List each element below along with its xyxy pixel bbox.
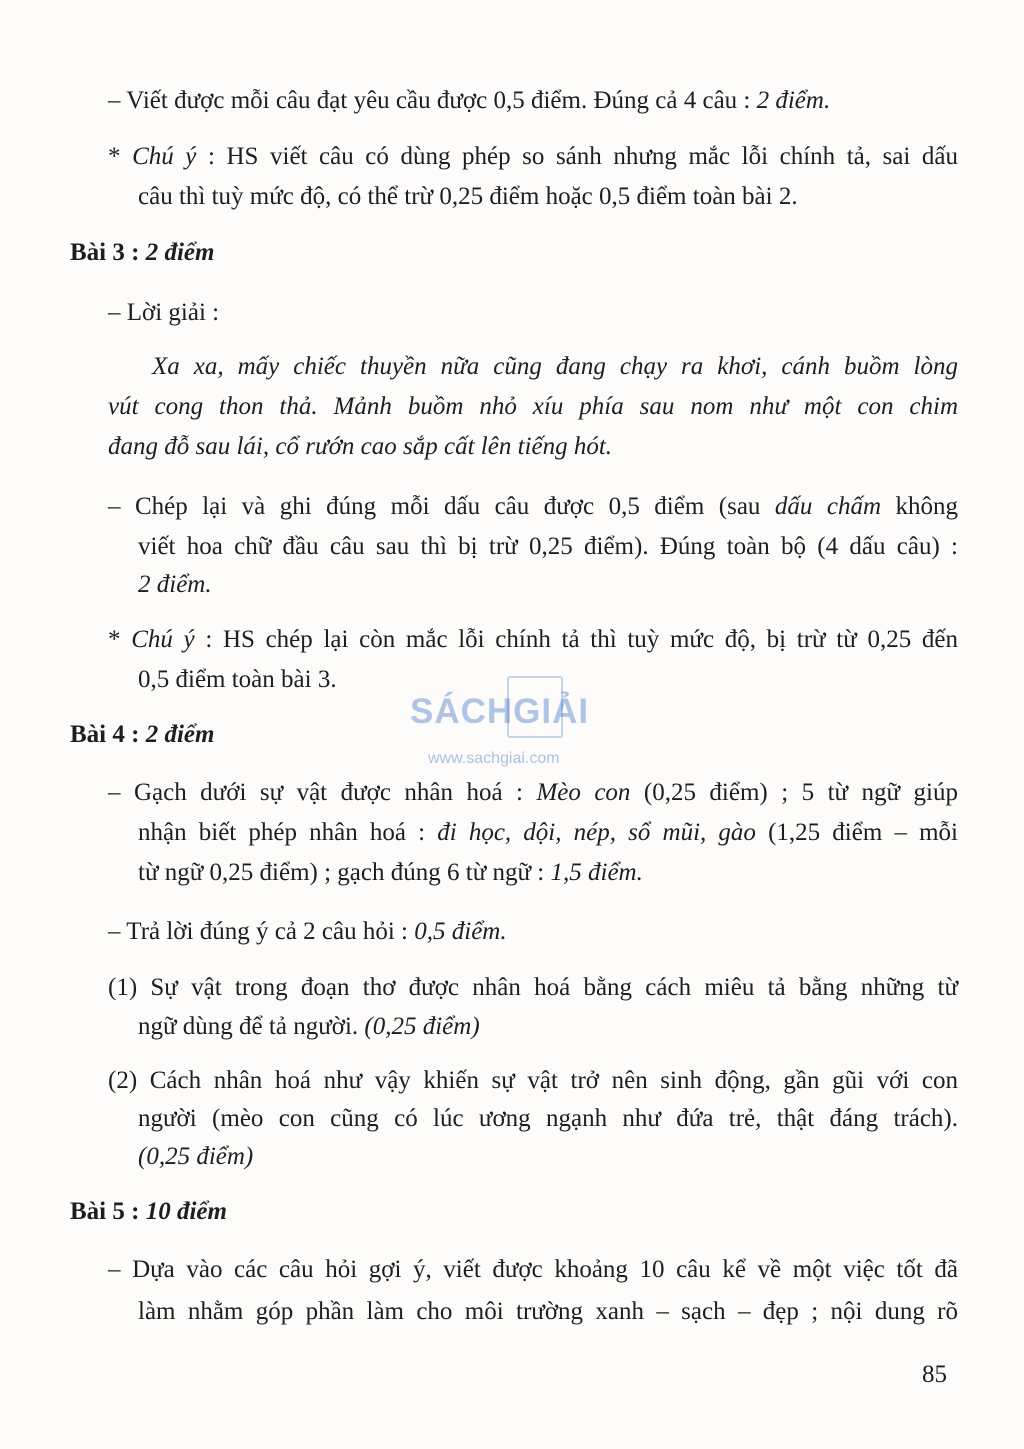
text-line: – Viết được mỗi câu đạt yêu cầu được 0,5 điểm. Đúng cả 4 câu : 2 điểm. — [108, 87, 831, 114]
watermark-logo: SÁCHGIẢI www.sachgiai.com — [410, 674, 620, 774]
text-line: 2 điểm. — [138, 571, 212, 598]
text-line: nhận biết phép nhân hoá : đi học, dội, nép, sổ mũi, gào (1,25 điểm – mỗi — [138, 819, 958, 846]
answer-line: (2) Cách nhân hoá như vậy khiến sự vật trở nên sinh động, gần gũi với con — [108, 1067, 958, 1094]
text-line: làm nhằm góp phần làm cho môi trường xanh – sạch – đẹp ; nội dung rõ — [138, 1298, 958, 1325]
passage-line: Xa xa, mấy chiếc thuyền nữa cũng đang chạy ra khơi, cánh buồm lòng — [152, 353, 958, 380]
passage-line: vút cong thon thả. Mảnh buồm nhỏ xíu phía sau nom như một con chim — [108, 393, 958, 420]
answer-line: ngữ dùng để tả người. (0,25 điểm) — [138, 1013, 480, 1040]
section-heading-bai-3: Bài 3 : 2 điểm — [70, 239, 215, 266]
text-line: – Chép lại và ghi đúng mỗi dấu câu được 0,5 điểm (sau dấu chấm không — [108, 493, 958, 520]
note-line: câu thì tuỳ mức độ, có thể trừ 0,25 điểm hoặc 0,5 điểm toàn bài 2. — [138, 183, 798, 210]
text-line: – Trả lời đúng ý cả 2 câu hỏi : 0,5 điểm. — [108, 918, 507, 945]
section-heading-bai-4: Bài 4 : 2 điểm — [70, 721, 215, 748]
page-number: 85 — [922, 1361, 947, 1388]
passage-line: đang đỗ sau lái, cổ rướn cao sắp cất lên tiếng hót. — [108, 433, 613, 460]
section-heading-bai-5: Bài 5 : 10 điểm — [70, 1198, 227, 1225]
answer-line: người (mèo con cũng có lúc ương ngạnh như đứa trẻ, thật đáng trách). — [138, 1105, 958, 1132]
note-line: 0,5 điểm toàn bài 3. — [138, 666, 337, 693]
text-line: từ ngữ 0,25 điểm) ; gạch đúng 6 từ ngữ : 1,5 điểm. — [138, 859, 643, 886]
note-line: * Chú ý : HS chép lại còn mắc lỗi chính tả thì tuỳ mức độ, bị trừ từ 0,25 đến — [108, 626, 958, 653]
text-line: – Gạch dưới sự vật được nhân hoá : Mèo con (0,25 điểm) ; 5 từ ngữ giúp — [108, 779, 958, 806]
note-line: * Chú ý : HS viết câu có dùng phép so sánh nhưng mắc lỗi chính tả, sai dấu — [108, 143, 958, 170]
answer-line: (1) Sự vật trong đoạn thơ được nhân hoá bằng cách miêu tả bằng những từ — [108, 974, 958, 1001]
text-line: – Lời giải : — [108, 299, 220, 326]
text-line: viết hoa chữ đầu câu sau thì bị trừ 0,25 điểm). Đúng toàn bộ (4 dấu câu) : — [138, 533, 958, 560]
answer-line: (0,25 điểm) — [138, 1143, 254, 1170]
text-line: – Dựa vào các câu hỏi gợi ý, viết được khoảng 10 câu kể về một việc tốt đã — [108, 1256, 958, 1283]
